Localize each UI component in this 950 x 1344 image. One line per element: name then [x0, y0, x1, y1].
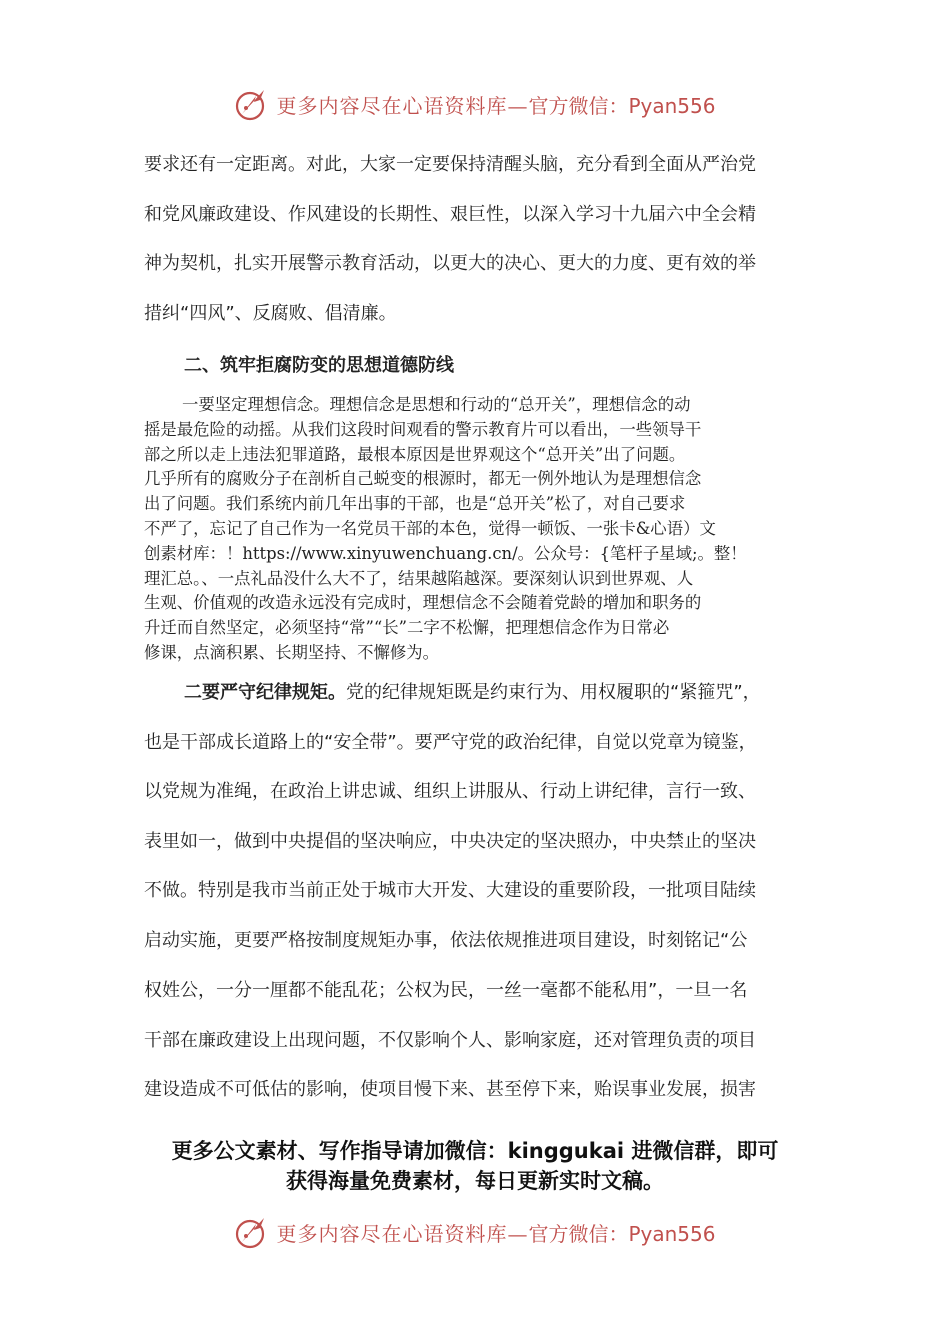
para1-line: 要求还有一定距离。对此，大家一定要保持清醒头脑，充分看到全面从严治党: [144, 154, 756, 175]
para3-lead: 二要严守纪律规矩。: [184, 682, 346, 703]
serif-line: 一要坚定理想信念。理想信念是思想和行动的“总开关”，理想信念的动: [182, 395, 691, 414]
footer-watermark: [0, 1212, 950, 1252]
watermark-text: 更多内容尽在心语资料库—: [276, 93, 529, 118]
para1-line: 神为契机，扎实开展警示教育活动，以更大的决心、更大的力度、更有效的举: [144, 253, 756, 274]
serif-line: 升迁而自然坚定，必须坚持“常”“长”二字不松懈，把理想信念作为日常必: [144, 618, 670, 638]
watermark-wechat: 官方微信：Pyan556: [528, 93, 716, 118]
para3-line: 建设造成不可低估的影响，使项目慢下来、甚至停下来，贻误事业发展，损害: [144, 1079, 756, 1100]
para3-first-line: [184, 680, 808, 706]
para1-line: 和党风廉政建设、作风建设的长期性、艰巨性，以深入学习十九届六中全会精: [144, 204, 756, 225]
header-watermark: [0, 84, 950, 124]
serif-line: 不严了，忘记了自己作为一名党员干部的本色，觉得一顿饭、一张卡&心语）文: [144, 518, 716, 538]
quill-logo-icon: [234, 86, 270, 122]
para3-first-rest: 党的纪律规矩既是约束行为、用权履职的“紧箍咒”，: [346, 682, 761, 703]
watermark-wechat: 官方微信：Pyan556: [528, 1221, 716, 1246]
para3-line: 也是干部成长道路上的“安全带”。要严守党的政治纪律，自觉以党章为镜鉴，: [144, 732, 757, 753]
serif-line: 生观、价值观的改造永远没有完成时，理想信念不会随着党龄的增加和职务的: [144, 593, 702, 613]
section-heading: 二、筑牢拒腐防变的思想道德防线: [184, 355, 454, 376]
footer-advert-line: 获得海量免费素材，每日更新实时文稿。: [286, 1169, 664, 1193]
serif-paragraph: [144, 393, 810, 666]
watermark-text: 更多内容尽在心语资料库—: [276, 1221, 529, 1246]
serif-line: 创素材库：！https://www.xinyuwenchuang.cn/。公众号：{笔杆子星域;。整！: [144, 543, 747, 563]
footer-advert: [0, 1136, 950, 1196]
serif-line: 理汇总。、一点礼品没什么大不了，结果越陷越深。要深刻认识到世界观、人: [144, 568, 694, 588]
serif-line: 摇是最危险的动摇。从我们这段时间观看的警示教育片可以看出，一些领导干: [144, 419, 702, 439]
serif-line: 几乎所有的腐败分子在剖析自己蜕变的根源时，都无一例外地认为是理想信念: [144, 469, 702, 489]
para3-line: 以党规为准绳，在政治上讲忠诚、组织上讲服从、行动上讲纪律，言行一致、: [144, 781, 756, 802]
para3-line: 权姓公，一分一厘都不能乱花；公权为民，一丝一毫都不能私用”，一旦一名: [144, 980, 748, 1001]
para3-line: 干部在廉政建设上出现问题，不仅影响个人、影响家庭，还对管理负责的项目: [144, 1030, 756, 1051]
serif-line: 出了问题。我们系统内前几年出事的干部，也是“总开关”松了，对自己要求: [144, 494, 686, 514]
para3-line: 不做。特别是我市当前正处于城市大开发、大建设的重要阶段，一批项目陆续: [144, 880, 756, 901]
quill-logo-icon: [234, 1214, 270, 1250]
para3-line: 表里如一，做到中央提倡的坚决响应，中央决定的坚决照办，中央禁止的坚决: [144, 831, 756, 852]
para3-line: 启动实施，更要严格按制度规矩办事，依法依规推进项目建设，时刻铭记“公: [144, 930, 748, 951]
serif-line: 修课，点滴积累、长期坚持、不懈修为。: [144, 642, 440, 662]
para1-line: 措纠“四风”、反腐败、倡清廉。: [144, 303, 397, 324]
serif-line: 部之所以走上违法犯罪道路，最根本原因是世界观这个“总开关”出了问题。: [144, 444, 686, 464]
footer-advert-line: 更多公文素材、写作指导请加微信：kinggukai 进微信群，即可: [171, 1139, 779, 1163]
